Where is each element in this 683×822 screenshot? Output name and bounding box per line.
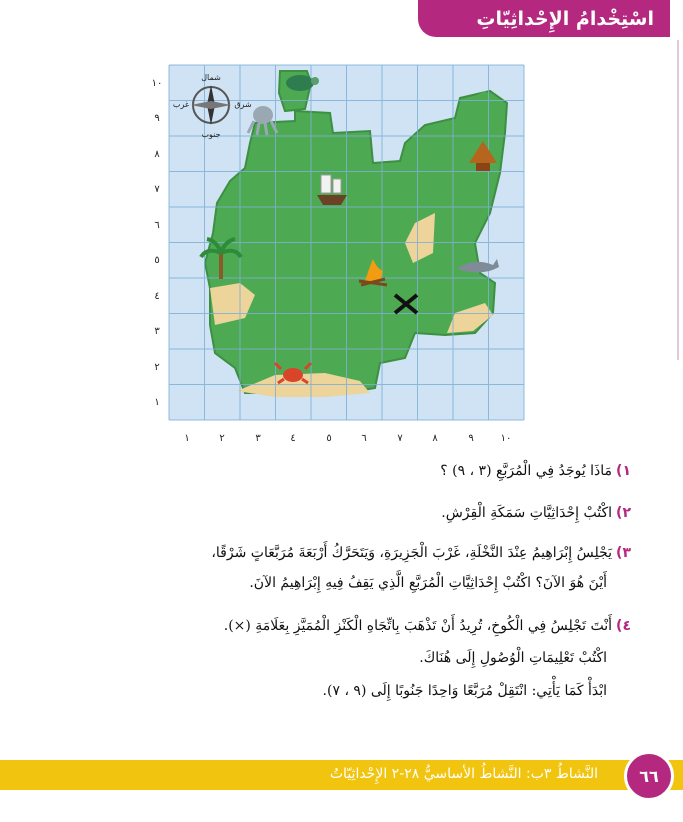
x-label: ٤ [290,433,296,444]
x-label: ٥ [326,433,332,444]
question-text: اكْتُبْ تَعْلِيمَاتِ الْوُصُولِ إِلَى هُنَاكَ. [419,650,607,666]
y-label: ٦ [154,220,160,231]
compass-east: شرق [234,100,252,109]
y-label: ١ [154,397,160,408]
treasure-map [151,63,530,448]
footer-activity-title: النَّشاطُ ٣ب: النَّشاطُ الأساسيُّ ٢٨-٢ الإِحْداثِيّاتُ [329,766,598,782]
x-label: ٣ [255,433,261,444]
question-number: ١) [616,463,631,479]
y-label: ٩ [154,113,160,124]
question-number: ٣) [616,545,631,561]
question-1 [440,463,631,479]
question-number: ٤) [616,618,631,634]
x-axis-labels [184,433,511,444]
question-number: ٢) [616,505,631,521]
page-number: ٦٦ [639,766,659,786]
compass-west: غرب [172,100,190,109]
question-text: اكْتُبْ إِحْدَاثِيَّاتِ سَمَكَةِ الْقِرْشِ. [441,505,613,521]
question-4-line-2 [419,650,607,666]
lesson-title-banner [418,0,670,37]
question-3 [211,545,631,561]
question-4-line-3 [323,683,607,699]
question-text: يَجْلِسُ إِبْرَاهِيمُ عِنْدَ النَّخْلَةِ، غَرْبَ الْجَزِيرَةِ، وَيَتَحَرَّكُ أَرْبَعَةَ مُرَبَّعَاتٍ شَرْقًا، [211,545,613,561]
question-text: أَنْتَ تَجْلِسُ فِي الْكُوخِ، تُرِيدُ أَنْ تَذْهَبَ بِاتِّجَاهِ الْكَنْزِ الْمُمَيَّزِ بِعَلَامَةِ (×). [223,618,613,634]
compass-north: شمال [201,73,221,82]
x-label: ١ [184,433,190,444]
margin-rule [677,40,679,360]
question-2 [441,505,631,521]
x-label: ٩ [468,433,474,444]
y-axis-labels [152,78,163,408]
question-text: ابْدَأْ كَمَا يَأْتِي: انْتَقِلْ مُرَبَّعًا وَاحِدًا جَنُوبًا إِلَى (٩ ، ٧). [322,683,607,699]
x-label: ٨ [432,433,438,444]
question-3-line-2 [249,575,607,591]
lesson-title: اسْتِخْدامُ الإِحْداثِيّاتِ [476,7,654,30]
y-label: ٤ [154,291,160,302]
y-label: ٢ [154,362,160,373]
page-number-badge [624,751,674,801]
y-label: ٣ [154,326,160,337]
y-label: ٥ [154,255,160,266]
y-label: ٨ [154,149,160,160]
x-label: ٢ [219,433,225,444]
question-text: أَيْنَ هُوَ الآنَ؟ اكْتُبْ إِحْدَاثِيَّاتِ الْمُرَبَّعِ الَّذِي يَقِفُ فِيهِ إِبْرَاهِيمُ الآنَ. [249,575,607,591]
question-text: مَاذَا يُوجَدُ فِي الْمُرَبَّعِ (٣ ، ٩) ؟ [440,463,613,479]
y-label: ١٠ [151,78,163,89]
x-label: ١٠ [500,433,512,444]
treasure-map-svg [151,63,530,448]
compass-south: جنوب [201,130,221,139]
question-4 [224,618,631,634]
x-label: ٧ [397,433,403,444]
x-label: ٦ [361,433,367,444]
y-label: ٧ [154,184,160,195]
